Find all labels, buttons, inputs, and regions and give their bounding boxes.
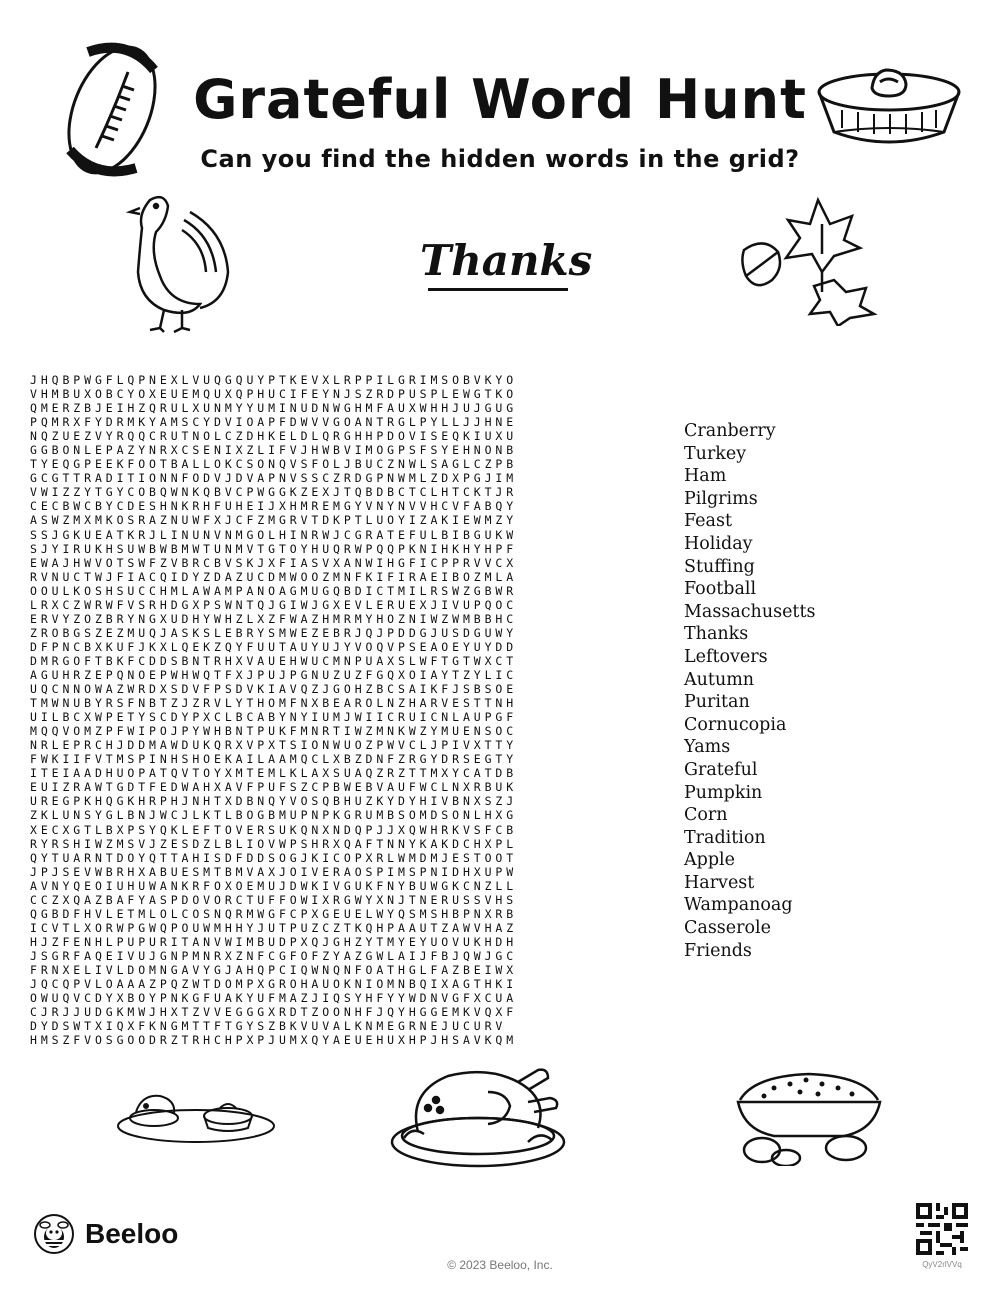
word-item: Pumpkin (684, 782, 763, 803)
grid-row: OWUQVCDYXBOYPNKGFUAKYUFMAZJIQSYHFYYWDNVGFXCUA (30, 991, 518, 1006)
word-item: Wampanoag (684, 895, 793, 916)
word-item: Tradition (684, 827, 766, 848)
bee-logo-icon (33, 1213, 75, 1255)
grid-row: JSGRFAQEIVUJGNPMNRXZNFCGFOFZYAZGWLAIJFBJQWJGC (30, 948, 518, 963)
grid-row: DMRGOFTBKFCDDSBNTRHXVAUEHWUCMNPUAXSLWFTGTWXCT (30, 653, 518, 668)
word-item: Massachusetts (684, 601, 816, 622)
grid-row: FWKIIFVTMSPINHSHOEKAILAAMQCLXBZDNFZRGYDRSEGTY (30, 752, 518, 767)
grid-row: GGBONLEPAZYNRXCSENIXZLIFVJHWBVIMOGPSFSYEHNONB (30, 443, 518, 458)
grid-row: UQCNNOWAZWRDXSDVFPSDVKIAVQZJGOHZBCSAIKFJSBSOE (30, 682, 518, 697)
letter-grid (30, 373, 517, 1047)
brand (33, 1213, 178, 1255)
page-title: Grateful Word Hunt (193, 68, 807, 131)
grid-row: AVNYQEOIUHUWANKRFOXOEMUJDWKIVGUKFNYBUWGKCNZLL (30, 878, 518, 893)
word-item: Holiday (684, 533, 753, 554)
copyright: © 2023 Beeloo, Inc. (447, 1258, 553, 1272)
grid-row: FRNXELIVLDOMNGAVYGJAHQPCIQWNQNFOATHGLFAZBEIWX (30, 962, 518, 977)
grid-row: PQMRXFYDRMKYAMSCYDVIOAPFDWVVGOANTRGLPYLLJJHNE (30, 415, 518, 430)
theme-underline (428, 288, 568, 291)
turkey-icon (120, 192, 235, 334)
grid-row: EWAJHWVOTSWFZVBRCBVSKJXFIASVXANWIHGFICPPRVVCX (30, 555, 518, 570)
word-item: Apple (684, 850, 735, 871)
brand-name: Beeloo (85, 1218, 179, 1249)
grid-row: AGUHRZEPQNOEPWHWQTFXJPUJPGNUZUZFGQXOIAYTZYLIC (30, 667, 518, 682)
theme-title: Thanks (420, 236, 593, 285)
page-subtitle: Can you find the hidden words in the grid? (200, 145, 800, 173)
grid-row: JQCQPVLOAAAZPQZWTDOMPXGROHAUOKNIOMNBQIXAGTHKI (30, 977, 518, 992)
grid-row: JHQBPWGFLQPNEXLVUQGQUYPTKEVXLRPPILGRIMSOBVKYO (30, 373, 518, 387)
word-item: Yams (684, 737, 731, 758)
word-item: Football (684, 579, 757, 600)
qr-caption: QyV2rlVVq (922, 1260, 962, 1269)
word-list (684, 420, 815, 962)
grid-row: QYTUARNTDOYQTTAHISDFDDSOGJKICOPXRLWMDMJESTOOT (30, 850, 518, 865)
grid-row: UILBCXWPETYSCDYPXCLBCABYNYIUMJWIICRUICNLAUPGF (30, 710, 518, 725)
word-item: Cranberry (684, 421, 776, 441)
grid-row: DYDSWTXIQXFKNGMTTFTGYSZBKVUVALKNMEGRNEJUCURV (30, 1019, 507, 1034)
grid-row: ERVYZOZBRYNGXUDHYWHZLXZFWAZHMRMYHOZNIWZWMBBHC (30, 611, 518, 626)
grid-row: SSJGKUEATKRJLINUNVNMGOLHINRWJCGRATEFULBIBGUKW (30, 527, 518, 542)
grid-row: CECBWCBYCDESHNKRHFUHEIJXHMREMGYVNYNVVHCVFABQY (30, 499, 518, 514)
word-item: Stuffing (684, 556, 755, 577)
word-item: Pilgrims (684, 488, 758, 509)
roast-turkey-icon (388, 1062, 568, 1172)
word-item: Grateful (684, 759, 758, 780)
word-item: Friends (684, 940, 752, 961)
word-item: Feast (684, 511, 732, 532)
grid-row: RVNUCTWJFIACQIDYZDAZUCDMWOOZMNFKIFIRAEIBOZMLA (30, 569, 518, 584)
grid-row: CJRJJUDGKMWJHXTZVVEGGGXRDTZOONHFJQYHGGEMKVQXF (30, 1005, 518, 1020)
grid-row: TYEQGPEEKFOOTBALLOKCSONQVSFOLJBUCZNWLSAGLCZPB (30, 457, 518, 472)
grid-row: ASWZMXMKOSRAZNUWFXJCFZMGRVTDKPTLUOYIZAKIEWMZY (30, 513, 518, 528)
grid-row: ITEIAADHUOPATQVTOYXMTEMLKLAXSUAQZRZTTMXYCATDB (30, 766, 518, 781)
word-item: Harvest (684, 872, 755, 893)
word-item: Ham (684, 466, 727, 487)
grid-row: TMWNUBYRSFNBTZJZRVLYTHOMFNXBEAROLNZHARVESTTNH (30, 696, 518, 711)
grid-row: HJZFENHLPUPURITANVWIMBUDPXQJGHZYTMYEYUOVUKHDH (30, 934, 518, 949)
word-item: Corn (684, 805, 728, 826)
grid-row: QGBDFHVLETMLOLCOSNQRMWGFCPXGEUELWYQSMSHBPNXRB (30, 906, 518, 921)
grid-row: QMERZBJEIHZQRULXUNMYYUMINUDNWGHMFAUXWHHJUJGUG (30, 401, 518, 416)
grid-row: ICVTLXORWPGWQPOUWMHHYJUTPUZCZTKQHPAAUTZAWVHAZ (30, 920, 518, 935)
grid-row: HMSZFVOSGOODRZTRHCHPXPJUMXQYAEUEHUXHPJHSAVKQM (30, 1033, 518, 1048)
qr-code-icon (916, 1203, 968, 1255)
grid-row: EUIZRAWTGDTFEDWAHXAVFPUFSZCPBWEBVAUFWCLNXRBUK (30, 780, 518, 795)
word-item: Puritan (684, 692, 750, 713)
grid-row: UREGPKHQGKHRPHJNHTXDBNQYVOSQBHUZKYDYHIVBNXSZJ (30, 794, 518, 809)
word-item: Cornucopia (684, 714, 787, 735)
grid-row: JPJSEVWBRHXABUESMTBMVAXJOIVERAOSPIMSPNIDHXUPW (30, 864, 518, 879)
word-item: Autumn (684, 669, 755, 690)
grid-row: LRXCZWRWFVSRHDGXPSWNTQJGIWJGXEVLERUEXJIVUPQOC (30, 597, 518, 612)
word-item: Casserole (684, 918, 771, 939)
grid-row: SJYIRUKHSUWBWBMWTUNMVTGTOYHUQRWPQQPKNIHKHYHPF (30, 541, 518, 556)
leaves-icon (738, 196, 878, 326)
grid-row: NRLEPRCHJDDMAWDUKQRXVPXTSIONWUOZPWVCLJPIVXTTY (30, 738, 518, 753)
grid-row: XECXGTLBXPSYQKLEFTOVERSUKQNXNDQPJJXQWHRKVSFCB (30, 822, 518, 837)
turkey-dinner-icon (116, 1088, 276, 1144)
grid-row: ZKLUNSYGLBNJWCJLKTLBOGBMUPNPKGRUMBSOMDSONLHXG (30, 808, 518, 823)
word-item: Turkey (684, 443, 747, 464)
grid-row: VWIZZYTGYCOBQWNKQBVCPWGGKZEXJTQBDBCTCLHTCKTJR (30, 485, 518, 500)
word-item: Thanks (684, 624, 749, 645)
grid-row: GCGTTRADITIONNFODVJDVAPNVSSCZRDGPNWMLZDXPGJIM (30, 471, 518, 486)
grid-row: CCZXQAZBAFYASPDOVORCTUFFOWIXRGWYXNJTNERUSSVHS (30, 892, 518, 907)
casserole-icon (734, 1066, 884, 1166)
grid-row: DFPNCBXKUFJKXLQEKZQYFUUTAUYUJYVOQVPSEAOEYUYDD (30, 639, 518, 654)
grid-row: ZROBGSZEZMUQJASKSLEBRYSMWEZEBRJQJPDDGJUSDGUWY (30, 625, 518, 640)
grid-row: RYRSHIWZMSVJZESDZLBLIOVWPSHRXQAFTNNYKAKDCHXPL (30, 836, 518, 851)
grid-row: MQQVOMZPFWIPOJPYWHBNTPUKFMNRTIWZMNKWZYMUENSOC (30, 724, 518, 739)
grid-row: NQZUEZVYRQQCRUTNOLCZDHKELDLQRGHHPDOVISEQKIUXU (30, 429, 518, 444)
grid-row: VHMBUXOBCYOXEUEMQUXQPHUCIFEYNJSZRDPUSPLEWGTKO (30, 387, 518, 402)
word-item: Leftovers (684, 646, 768, 667)
grid-row: OOULKOSHSUCCHMLAWAMPANOAGMUGQBDICTMILRSWZGBWR (30, 583, 518, 598)
